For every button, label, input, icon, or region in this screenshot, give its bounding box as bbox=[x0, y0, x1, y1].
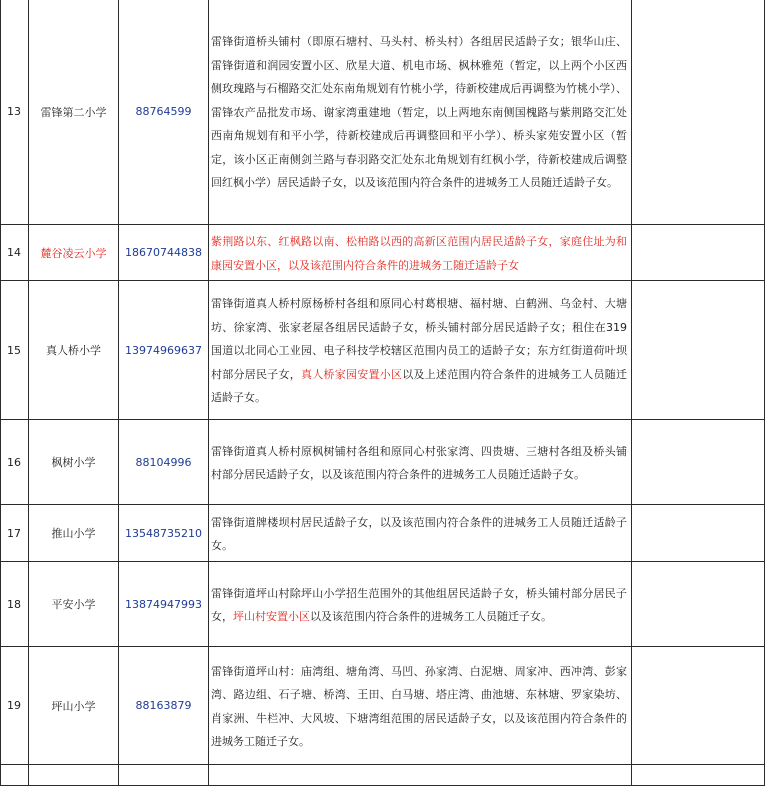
note-cell bbox=[632, 647, 765, 765]
row-number: 15 bbox=[1, 281, 29, 420]
school-phone: 88163879 bbox=[119, 647, 209, 765]
note-cell bbox=[632, 225, 765, 281]
enrollment-range bbox=[209, 647, 632, 765]
range-text: 以及上述范围内符合条件的进城务工人员随迁适龄子女。 bbox=[211, 367, 627, 405]
range-text: 雷锋街道真人桥村原杨桥村各组和原同心村葛根塘、福村塘、白鹤洲、乌金村、大塘坊、徐家湾、张家老屋各组居民适龄子女，桥头铺村部分居民适龄子女；租住在319国道以北同心工业园、电子科技学校辖区范围内员工的适龄子女；东方红街道荷叶坝村部分居民子女， bbox=[211, 297, 627, 381]
school-name: 坪山小学 bbox=[29, 647, 119, 765]
range-text: 雷锋街道牌楼坝村居民适龄子女，以及该范围内符合条件的进城务工人员随迁适龄子女。 bbox=[211, 515, 627, 552]
range-text: 以及该范围内符合条件的进城务工人员随迁子女。 bbox=[310, 610, 552, 623]
school-phone: 13874947993 bbox=[119, 562, 209, 647]
row-number: 18 bbox=[1, 562, 29, 647]
table-row bbox=[1, 562, 765, 647]
school-name: 麓谷凌云小学 bbox=[29, 225, 119, 281]
range-text: 雷锋街道真人桥村原枫树铺村各组和原同心村张家湾、四贵塘、三塘村各组及桥头铺村部分居民适龄子女，以及该范围内符合条件的进城务工人员随迁适龄子女。 bbox=[211, 444, 627, 481]
row-number: 17 bbox=[1, 505, 29, 562]
highlighted-text: 坪山村安置小区 bbox=[233, 610, 310, 623]
row-number: 19 bbox=[1, 647, 29, 765]
empty-cell bbox=[119, 765, 209, 786]
row-number: 16 bbox=[1, 420, 29, 505]
school-phone: 88104996 bbox=[119, 420, 209, 505]
highlighted-text: 真人桥家园安置小区 bbox=[301, 367, 403, 381]
enrollment-range bbox=[209, 225, 632, 281]
empty-cell bbox=[1, 765, 29, 786]
school-phone: 13974969637 bbox=[119, 281, 209, 420]
table-row bbox=[1, 505, 765, 562]
note-cell bbox=[632, 562, 765, 647]
school-name: 雷锋第二小学 bbox=[29, 0, 119, 225]
school-phone: 88764599 bbox=[119, 0, 209, 225]
enrollment-range bbox=[209, 281, 632, 420]
table-row bbox=[1, 765, 765, 786]
school-name: 平安小学 bbox=[29, 562, 119, 647]
school-phone: 18670744838 bbox=[119, 225, 209, 281]
enrollment-range bbox=[209, 562, 632, 647]
school-phone: 13548735210 bbox=[119, 505, 209, 562]
empty-cell bbox=[632, 765, 765, 786]
enrollment-range bbox=[209, 420, 632, 505]
table-row bbox=[1, 420, 765, 505]
range-text: 雷锋街道坪山村除坪山小学招生范围外的其他组居民适龄子女，桥头铺村部分居民子女， bbox=[211, 586, 627, 623]
highlighted-text: 紫荆路以东、红枫路以南、松柏路以西的高新区范围内居民适龄子女，家庭住址为和康园安置小区，以及该范围内符合条件的进城务工随迁适龄子女 bbox=[211, 235, 627, 272]
row-number: 14 bbox=[1, 225, 29, 281]
note-cell bbox=[632, 0, 765, 225]
note-cell bbox=[632, 281, 765, 420]
row-number: 13 bbox=[1, 0, 29, 225]
range-text: 雷锋街道桥头铺村（即原石塘村、马头村、桥头村）各组居民适龄子女；银华山庄、雷锋街道和润园安置小区、欣星大道、机电市场、枫林雅苑（暂定，以上两个小区西侧玫瑰路与石榴路交汇处东南角规划有竹桃小学，待新校建成后再调整为竹桃小学）、雷锋农产品批发市场、谢家湾重建地（暂定，以上两地东南侧国槐路与紫荆路交汇处西南角规划有和平小学，待新校建成后再调整回和平小学）、桥头家苑安置小区（暂定，该小区正南侧剑兰路与春羽路交汇处东北角规划有红枫小学，待新校建成后调整回红枫小学）居民适龄子女，以及该范围内符合条件的进城务工人员随迁适龄子女。 bbox=[211, 35, 627, 190]
range-text: 雷锋街道坪山村：庙湾组、塘角湾、马凹、孙家湾、白泥塘、周家冲、西冲湾、彭家湾、路边组、石子塘、桥湾、王田、白马塘、塔庄湾、曲池塘、东林塘、罗家染坊、肖家洲、牛栏冲、大风坡、下塘湾组范围的居民适龄子女，以及该范围内符合条件的进城务工随迁子女。 bbox=[211, 664, 627, 748]
enrollment-range bbox=[209, 0, 632, 225]
school-name: 推山小学 bbox=[29, 505, 119, 562]
table-row bbox=[1, 225, 765, 281]
note-cell bbox=[632, 505, 765, 562]
empty-cell bbox=[209, 765, 632, 786]
enrollment-range bbox=[209, 505, 632, 562]
table-row bbox=[1, 647, 765, 765]
table-body bbox=[1, 0, 765, 786]
table-row bbox=[1, 281, 765, 420]
empty-cell bbox=[29, 765, 119, 786]
table-row bbox=[1, 0, 765, 225]
school-name: 真人桥小学 bbox=[29, 281, 119, 420]
note-cell bbox=[632, 420, 765, 505]
school-name: 枫树小学 bbox=[29, 420, 119, 505]
